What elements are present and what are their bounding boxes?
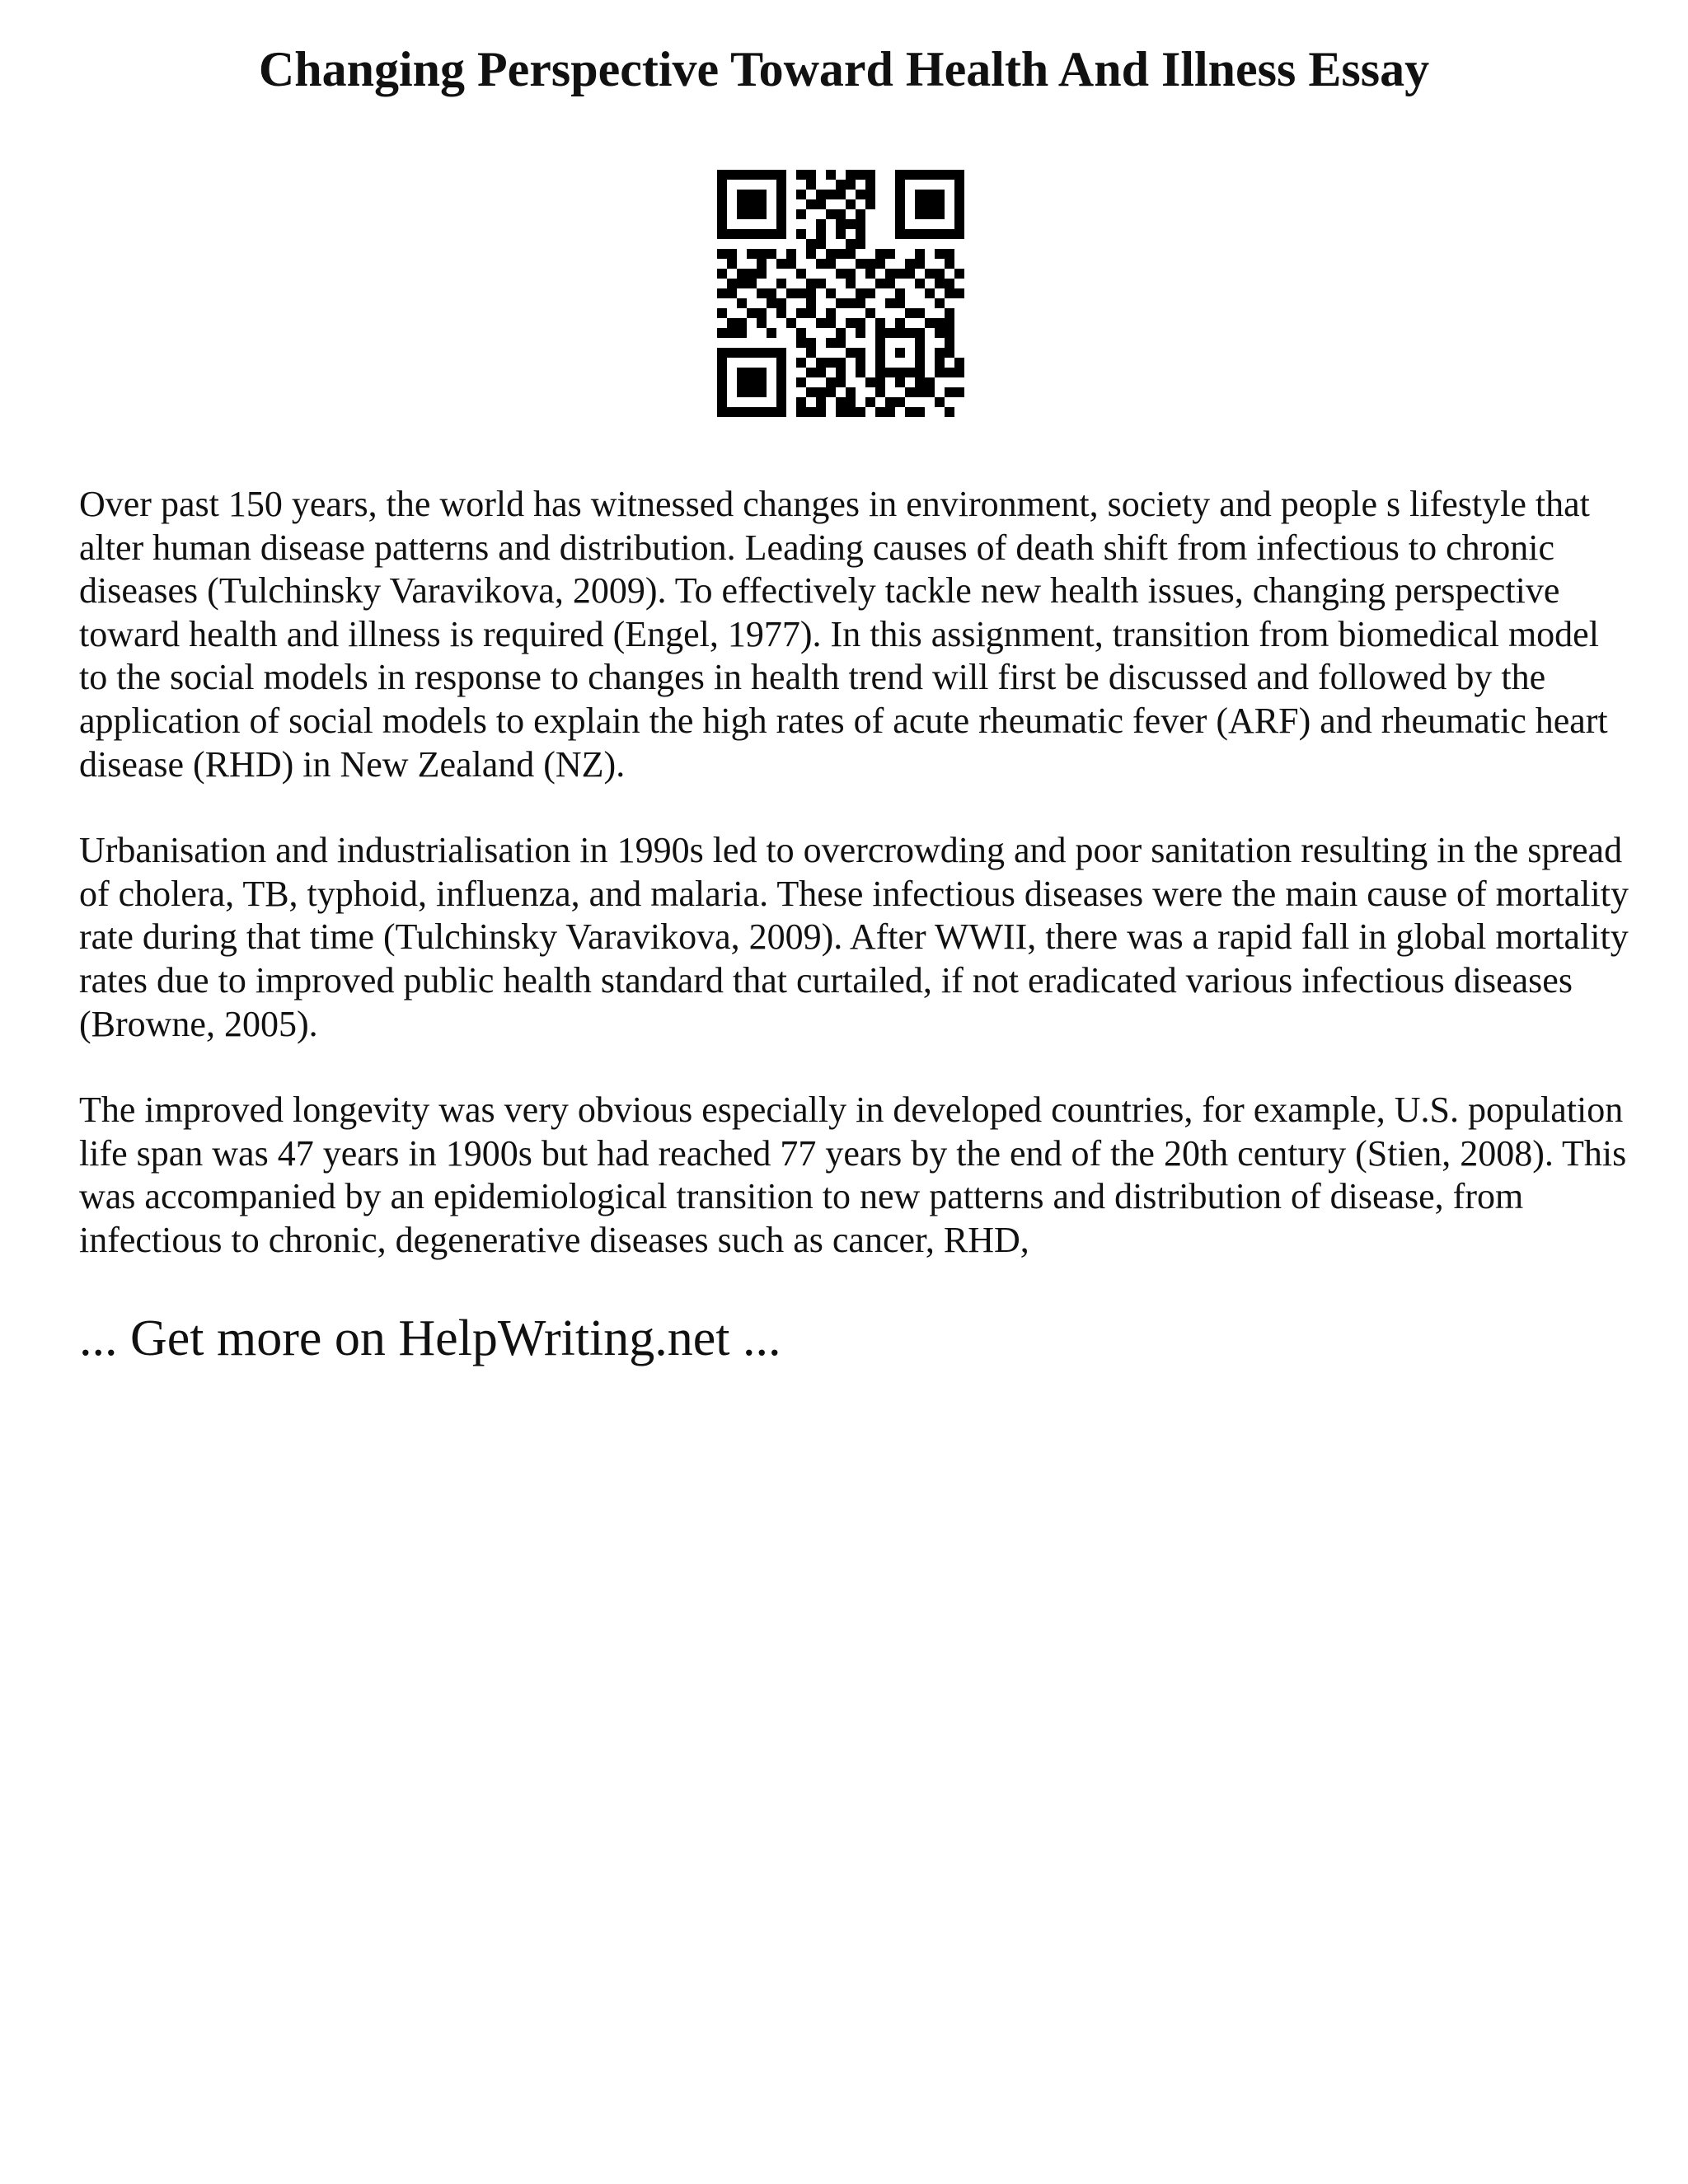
paragraph-intro: Over past 150 years, the world has witnessed changes in environment, society and people s lifestyle that alter human disease patterns and distribution. Leading causes of death shift from infectious to chronic diseases (Tulchinsky Varavikova, 2009). To effectively tackle new health issues, changing perspective toward health and illness is required (Engel, 1977). In this assignment, transition from biomedical model to the social models in response to changes in health trend will first be discussed and followed by the application of social models to explain the high rates of acute rheumatic fever (ARF) and rheumatic heart disease (RHD) in New Zealand (NZ).: [79, 484, 1608, 785]
get-more-link[interactable]: ... Get more on HelpWriting.net ...: [79, 1310, 781, 1366]
essay-excerpt: [79, 483, 1629, 1305]
document-title: Changing Perspective Toward Health And Illness Essay: [258, 42, 1430, 96]
paragraph-longevity: The improved longevity was very obvious especially in developed countries, for example, U.S. population life span was 47 years in 1900s but had reached 77 years by the end of the 20th century (Stien, 2008). This was accompanied by an epidemiological transition to new patterns and distribution of disease, from infectious to chronic, degenerative diseases such as cancer, RHD,: [79, 1090, 1627, 1260]
qr-code-icon: [717, 170, 964, 417]
paragraph-urbanisation: Urbanisation and industrialisation in 1990s led to overcrowding and poor sanitation resulting in the spread of cholera, TB, typhoid, influenza, and malaria. These infectious diseases were the main cause of mortality rate during that time (Tulchinsky Varavikova, 2009). After WWII, there was a rapid fall in global mortality rates due to improved public health standard that curtailed, if not eradicated various infectious diseases (Browne, 2005).: [79, 830, 1629, 1044]
